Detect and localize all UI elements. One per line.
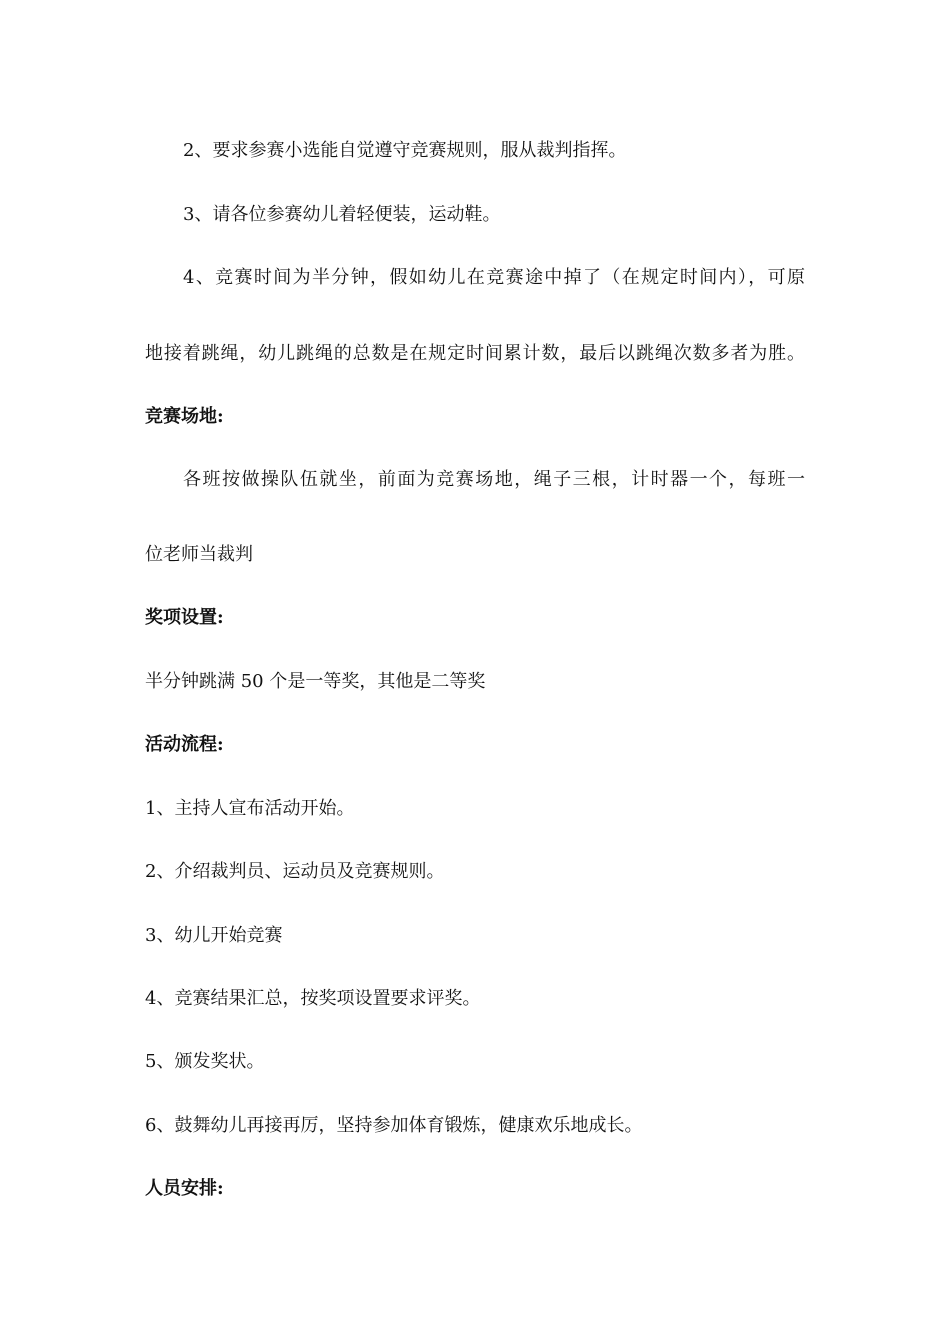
awards-text: 半分钟跳满 50 个是一等奖，其他是二等奖 xyxy=(145,671,486,692)
rule-item-2: 2、要求参赛小选能自觉遵守竞赛规则，服从裁判指挥。 xyxy=(183,140,627,161)
staff-heading: 人员安排: xyxy=(145,1178,224,1199)
venue-line-1: 各班按做操队伍就坐，前面为竞赛场地，绳子三根，计时器一个，每班一 xyxy=(183,469,805,490)
process-step-4: 4、竞赛结果汇总，按奖项设置要求评奖。 xyxy=(145,988,481,1009)
rule-item-4-line-2: 地接着跳绳，幼儿跳绳的总数是在规定时间累计数，最后以跳绳次数多者为胜。 xyxy=(145,343,805,364)
process-step-3: 3、幼儿开始竞赛 xyxy=(145,925,283,946)
process-step-5: 5、颁发奖状。 xyxy=(145,1051,265,1072)
venue-heading: 竞赛场地: xyxy=(145,406,224,427)
process-step-2: 2、介绍裁判员、运动员及竞赛规则。 xyxy=(145,861,445,882)
process-step-1: 1、主持人宣布活动开始。 xyxy=(145,798,355,819)
process-heading: 活动流程: xyxy=(145,734,224,755)
venue-line-2: 位老师当裁判 xyxy=(145,544,253,565)
rule-item-3: 3、请各位参赛幼儿着轻便装，运动鞋。 xyxy=(183,204,501,225)
awards-heading: 奖项设置: xyxy=(145,607,224,628)
rule-item-4-line-1: 4、竞赛时间为半分钟，假如幼儿在竞赛途中掉了（在规定时间内），可原 xyxy=(183,267,805,288)
process-step-6: 6、鼓舞幼儿再接再厉，坚持参加体育锻炼，健康欢乐地成长。 xyxy=(145,1115,643,1136)
